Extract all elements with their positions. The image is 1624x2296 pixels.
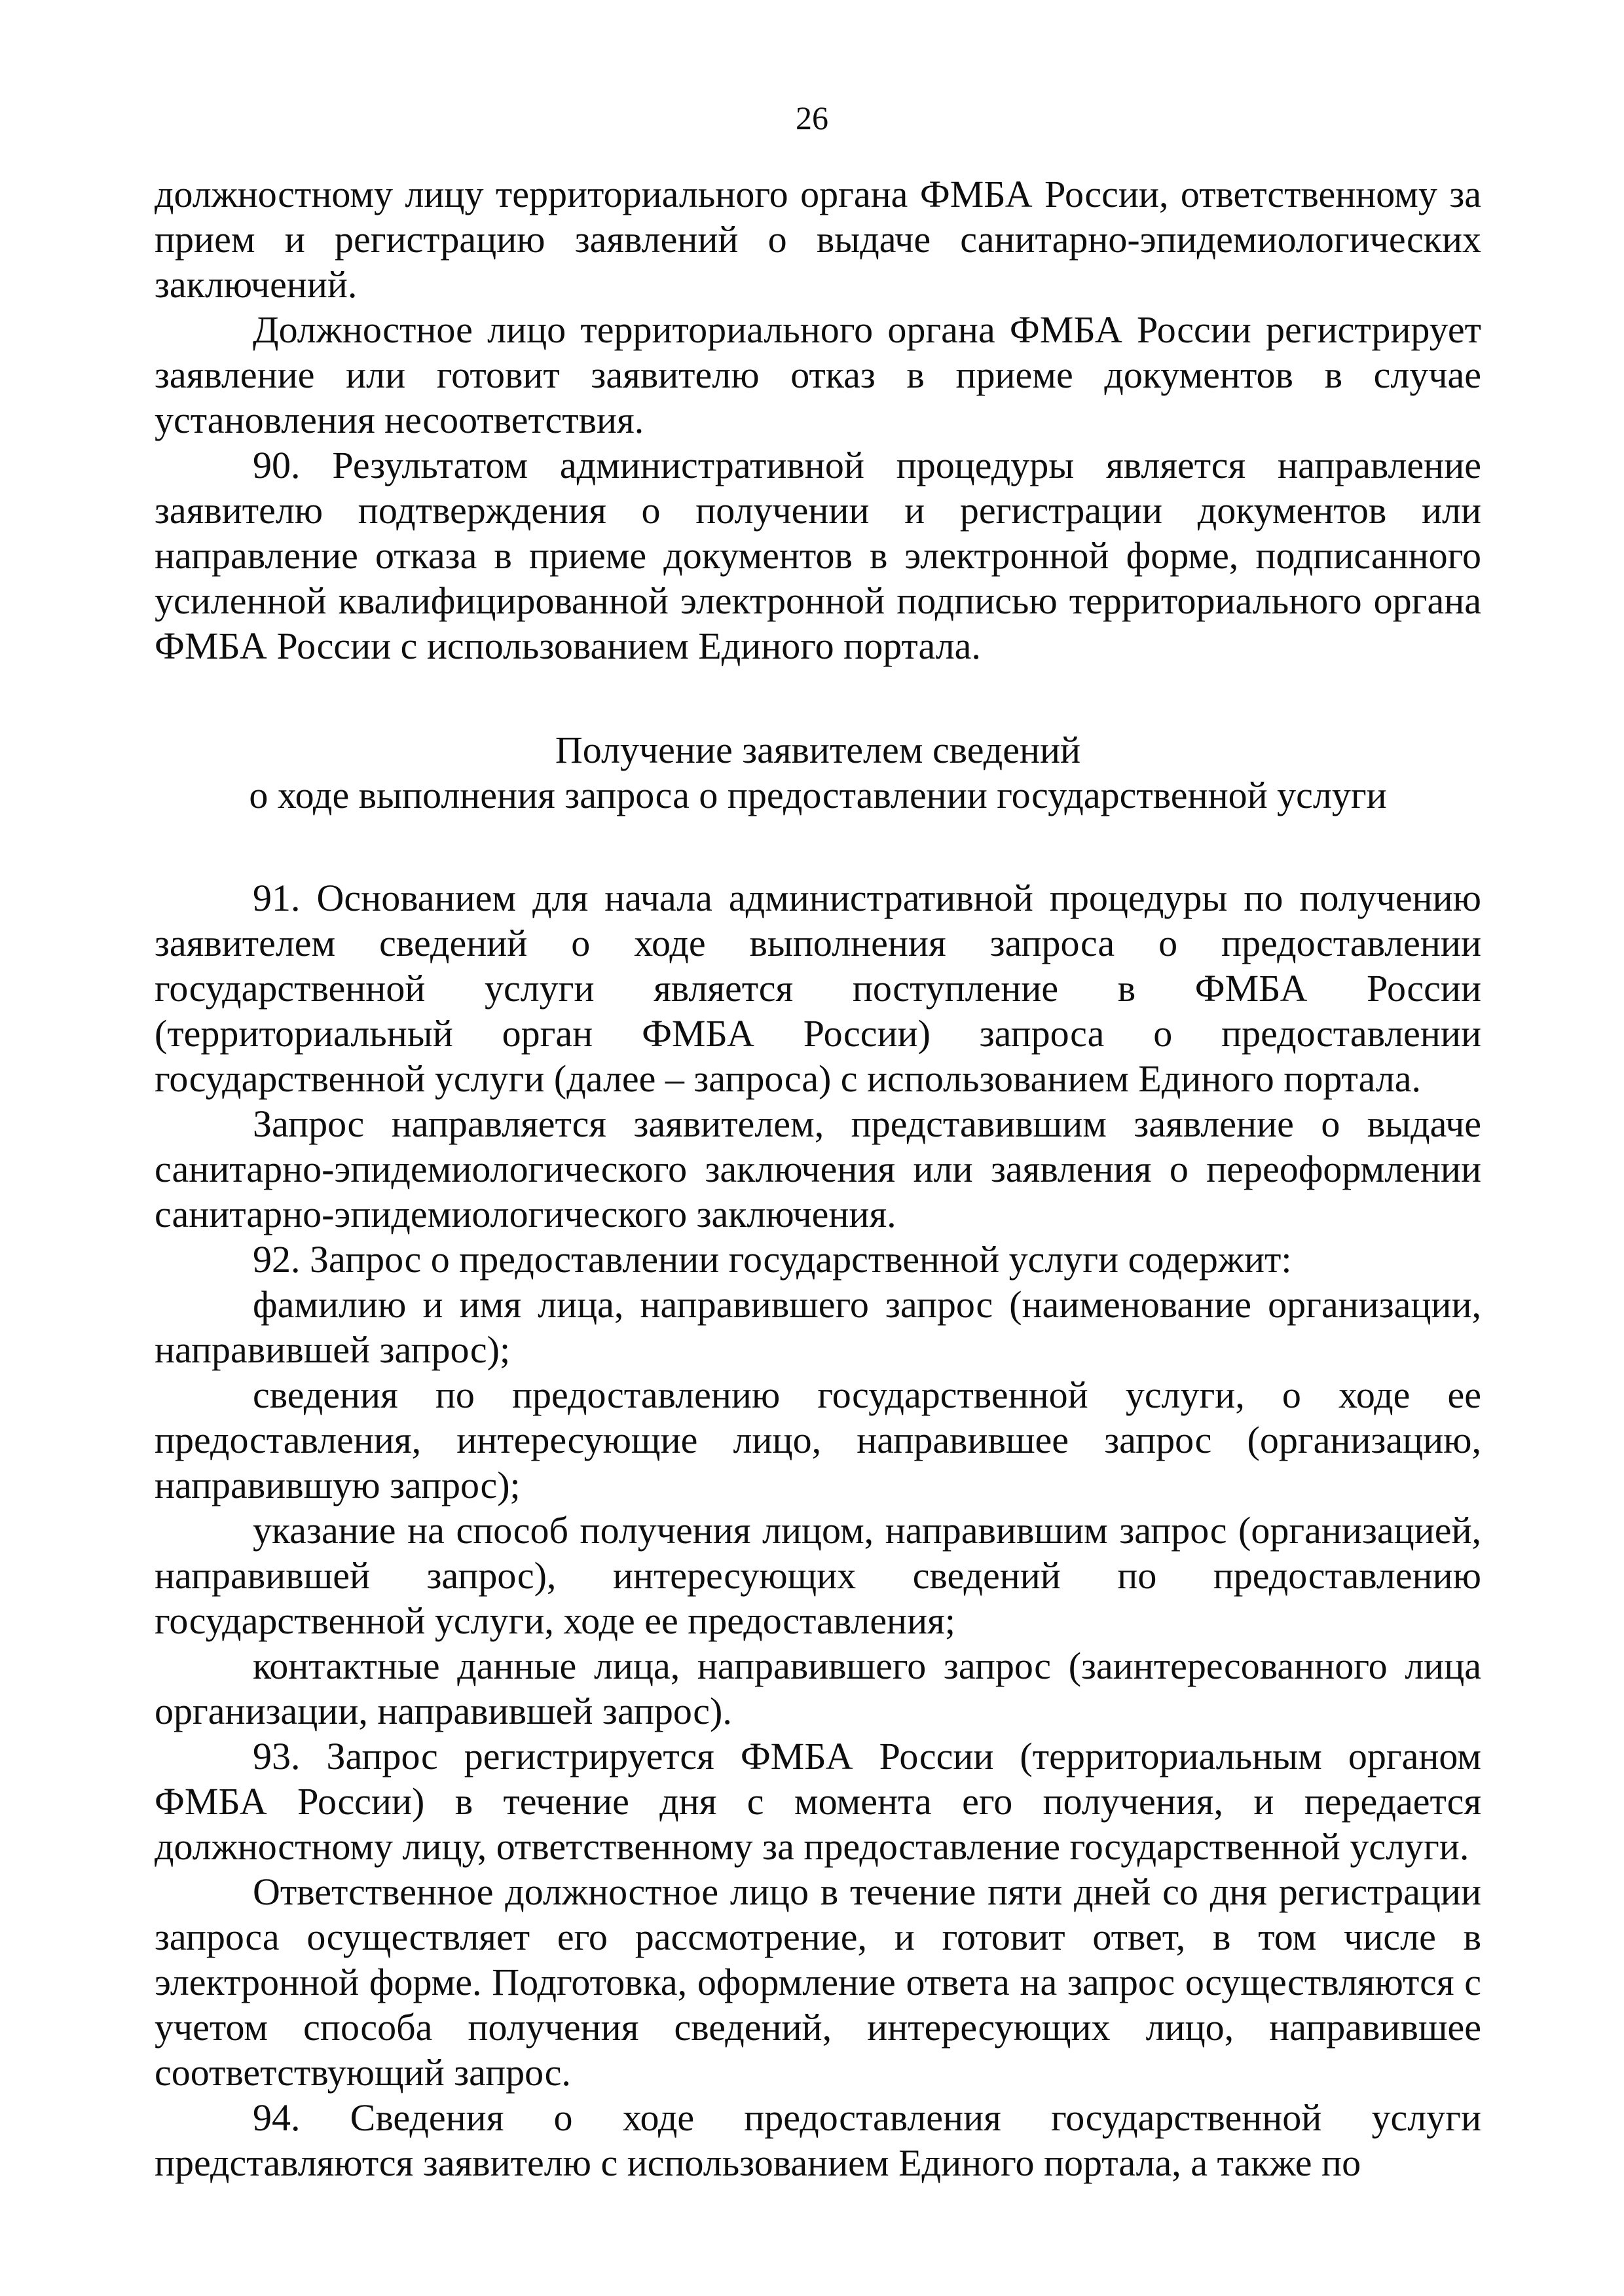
paragraph-request-sender: Запрос направляется заявителем, представившим заявление о выдаче санитарно-эпидемиологического заключения или заявления о переоформлении санитарно-эпидемиологического заключения. — [155, 1102, 1481, 1235]
paragraph-90: 90. Результатом административной процедуры является направление заявителю подтверждения о получении и регистрации документов или направление отказа в приеме документов в электронной форме, подписанного усиленной квалифицированной электронной подписью территориального органа ФМБА России с использованием Единого портала. — [155, 444, 1481, 667]
paragraph-registration: Должностное лицо территориального органа ФМБА России регистрирует заявление или готовит заявителю отказ в приеме документов в случае установления несоответствия. — [155, 308, 1481, 441]
paragraph-91: 91. Основанием для начала административной процедуры по получению заявителем сведений о ходе выполнения запроса о предоставлении государственной услуги является поступление в ФМБА России (территориальный орган ФМБА России) запроса о предоставлении государственной услуги (далее – запроса) с использованием Единого портала. — [155, 877, 1481, 1100]
list-item-contacts: контактные данные лица, направившего запрос (заинтересованного лица организации, направившей запрос). — [155, 1645, 1481, 1732]
document-body — [155, 172, 1481, 2185]
paragraph-continuation: должностному лицу территориального органа ФМБА России, ответственному за прием и регистрацию заявлений о выдаче санитарно-эпидемиологических заключений. — [155, 173, 1481, 306]
list-item-service-info: сведения по предоставлению государственной услуги, о ходе ее предоставления, интересующие лицо, направившее запрос (организацию, направившую запрос); — [155, 1374, 1481, 1506]
list-item-delivery-method: указание на способ получения лицом, направившим запрос (организацией, направившей запрос), интересующих сведений по предоставлению государственной услуги, ходе ее предоставления; — [155, 1509, 1481, 1642]
section-heading — [155, 727, 1481, 818]
paragraph-93: 93. Запрос регистрируется ФМБА России (территориальным органом ФМБА России) в течение дня с момента его получения, и передается должностному лицу, ответственному за предоставление государственной услуги. — [155, 1735, 1481, 1868]
paragraph-92: 92. Запрос о предоставлении государственной услуги содержит: — [253, 1238, 1292, 1281]
paragraph-response: Ответственное должностное лицо в течение пяти дней со дня регистрации запроса осуществляет его рассмотрение, и готовит ответ, в том числе в электронной форме. Подготовка, оформление ответа на запрос осуществляются с учетом способа получения сведений, интересующих лицо, направившее соответствующий запрос. — [155, 1870, 1481, 2094]
section-heading-line-1: Получение заявителем сведений — [555, 729, 1081, 771]
page-number: 26 — [796, 100, 828, 136]
paragraph-94: 94. Сведения о ходе предоставления государственной услуги представляются заявителю с использованием Единого портала, а также по — [155, 2096, 1481, 2184]
section-heading-line-2: о ходе выполнения запроса о предоставлении государственной услуги — [249, 774, 1387, 816]
list-item-name: фамилию и имя лица, направившего запрос (наименование организации, направившей запрос); — [155, 1283, 1481, 1371]
